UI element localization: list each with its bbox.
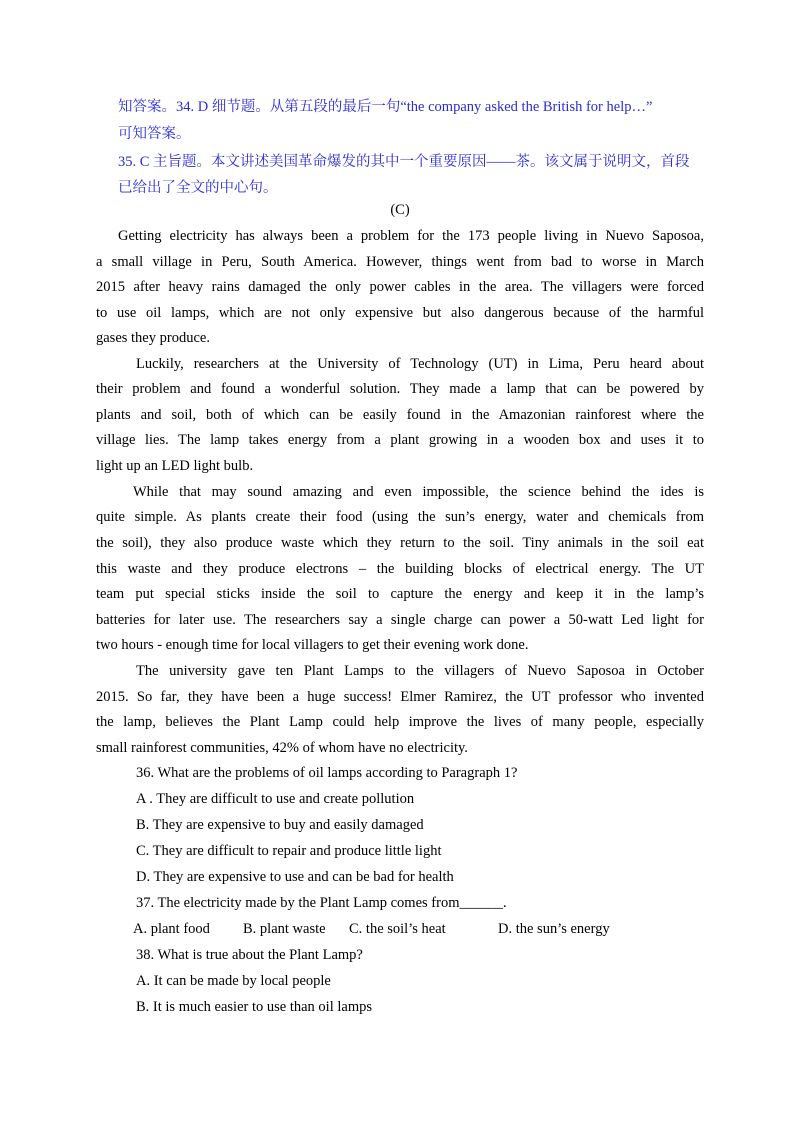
passage-line: to use oil lamps, which are not only expensive but also dangerous because of the harmful <box>96 305 704 321</box>
question-37-option-a: A. plant food <box>133 921 210 937</box>
passage-line: the lamp, believes the Plant Lamp could help improve the lives of many people, especially <box>96 714 704 730</box>
passage-line: batteries for later use. The researchers say a single charge can power a 50-watt Led light for <box>96 612 704 628</box>
passage-line: While that may sound amazing and even impossible, the science behind the ides is <box>133 484 704 500</box>
passage-line: team put special sticks inside the soil to capture the energy and keep it in the lamp’s <box>96 586 704 602</box>
answer-line-1: 知答案。34. D 细节题。从第五段的最后一句“the company asked the British for help…” <box>118 99 653 115</box>
passage-line: light up an LED light bulb. <box>96 458 254 474</box>
question-37-option-d: D. the sun’s energy <box>498 921 610 937</box>
question-37-option-c: C. the soil’s heat <box>349 921 446 937</box>
passage-line: this waste and they produce electrons – the building blocks of electrical energy. The UT <box>96 561 704 577</box>
passage-line: the soil), they also produce waste which they return to the soil. Tiny animals in the soil eat <box>96 535 704 551</box>
question-36-option-c: C. They are difficult to repair and produce little light <box>136 843 442 859</box>
passage-line: their problem and found a wonderful solution. They made a lamp that can be powered by <box>96 381 704 397</box>
question-36-stem: 36. What are the problems of oil lamps according to Paragraph 1? <box>136 765 518 781</box>
passage-line: plants and soil, both of which can be easily found in the Amazonian rainforest where the <box>96 407 704 423</box>
passage-line: quite simple. As plants create their food (using the sun’s energy, water and chemicals from <box>96 509 704 525</box>
section-title: (C) <box>390 202 410 218</box>
question-36-option-a: A . They are difficult to use and create pollution <box>136 791 415 807</box>
question-37-option-b: B. plant waste <box>243 921 326 937</box>
passage-line: small rainforest communities, 42% of whom have no electricity. <box>96 740 468 756</box>
question-36-option-b: B. They are expensive to buy and easily damaged <box>136 817 424 833</box>
question-38-option-a: A. It can be made by local people <box>136 973 331 989</box>
passage-line: 2015. So far, they have been a huge success! Elmer Ramirez, the UT professor who invented <box>96 689 704 705</box>
passage-line: Getting electricity has always been a problem for the 173 people living in Nuevo Saposoa, <box>118 228 704 244</box>
question-38-stem: 38. What is true about the Plant Lamp? <box>136 947 363 963</box>
passage-line: 2015 after heavy rains damaged the only power cables in the area. The villagers were forced <box>96 279 704 295</box>
passage-line: two hours - enough time for local villagers to get their evening work done. <box>96 637 529 653</box>
question-36-option-d: D. They are expensive to use and can be bad for health <box>136 869 454 885</box>
passage-line: Luckily, researchers at the University of Technology (UT) in Lima, Peru heard about <box>136 356 704 372</box>
passage-line: gases they produce. <box>96 330 210 346</box>
answer-line-4: 已给出了全文的中心句。 <box>118 180 278 196</box>
passage-line: The university gave ten Plant Lamps to the villagers of Nuevo Saposoa in October <box>136 663 704 679</box>
passage-line: a small village in Peru, South America. However, things went from bad to worse in March <box>96 254 704 270</box>
question-38-option-b: B. It is much easier to use than oil lamps <box>136 999 372 1015</box>
passage-line: village lies. The lamp takes energy from a plant growing in a wooden box and uses it to <box>96 432 704 448</box>
question-37-stem: 37. The electricity made by the Plant Lamp comes from______. <box>136 895 507 911</box>
answer-line-3: 35. C 主旨题。本文讲述美国革命爆发的其中一个重要原因——茶。该文属于说明文，首段 <box>118 154 690 170</box>
answer-line-2: 可知答案。 <box>118 126 191 142</box>
